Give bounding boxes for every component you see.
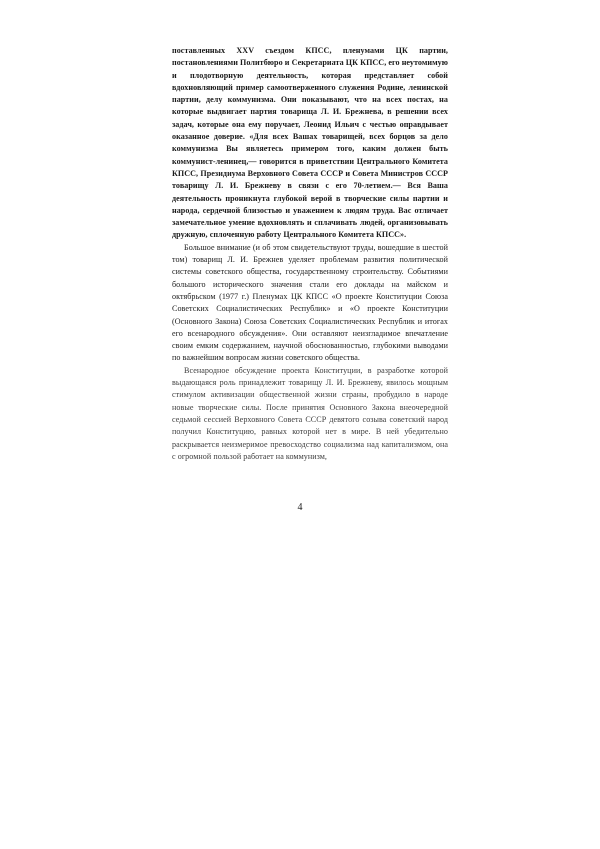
paragraph-3: Всенародное обсуждение проекта Конституции, в разработке которой выдающаяся роль принадлежит товарищу Л. И. Брежневу, явилось мощным стимулом активизации общественной жизни страны, пробудило в народе новые творческие силы. После принятия Основного Закона внеочередной седьмой сессией Верховного Совета СССР девятого созыва советский народ получил Конституцию, равных которой нет в мире. В ней убедительно раскрывается неизмеримое превосходство социализма над капитализмом, она с огромной пользой работает на коммунизм, — [172, 365, 448, 461]
paragraph-1: поставленных XXV съездом КПСС, пленумами ЦК партии, постановлениями Политбюро и Секретариата ЦК КПСС, его неутомимую и плодотворную деятельность, которая представляет собой вдохновляющий пример самоотверженного служения Родине, ленинской партии, делу коммунизма. Они показывают, что на всех постах, на которые выдвигает партия товарища Л. И. Брежнева, в решении всех задач, которые она ему поручает, Леонид Ильич с честью оправдывает оказанное доверие. «Для всех Вашах товарищей, всех борцов за дело коммунизма Вы являетесь примером того, каким должен быть коммунист-ленинец,— говорится в приветствии Центрального Комитета КПСС, Президиума Верховного Совета СССР и Совета Министров СССР товарищу Л. И. Брежневу в связи с его 70-летием.— Вся Ваша деятельность проникнута глубокой верой в творческие силы партии и народа, сердечной близостью и уважением к людям труда. Вас отличает замечательное умение вдохновлять и сплачивать людей, организовывать дружную, сплоченную работу Центрального Комитета КПСС». — [172, 46, 448, 240]
paragraph-2: Большое внимание (и об этом свидетельствуют труды, вошедшие в шестой том) товарищ Л. И. Брежнев уделяет проблемам развития политической системы советского общества, государственному строительству. Событиями большого исторического значения стали его доклады на майском и октябрьском (1977 г.) Пленумах ЦК КПСС «О проекте Конституции Союза Советских Социалистических Республик» и «О проекте Конституции (Основного Закона) Союза Советских Социалистических Республик и итогах его всенародного обсуждения». Они оставляют неизгладимое впечатление своим емким содержанием, научной обоснованностью, глубокими выводами по важнейшим вопросам жизни советского общества. — [172, 242, 448, 363]
text-column — [172, 45, 448, 463]
page-number: 4 — [297, 502, 303, 513]
